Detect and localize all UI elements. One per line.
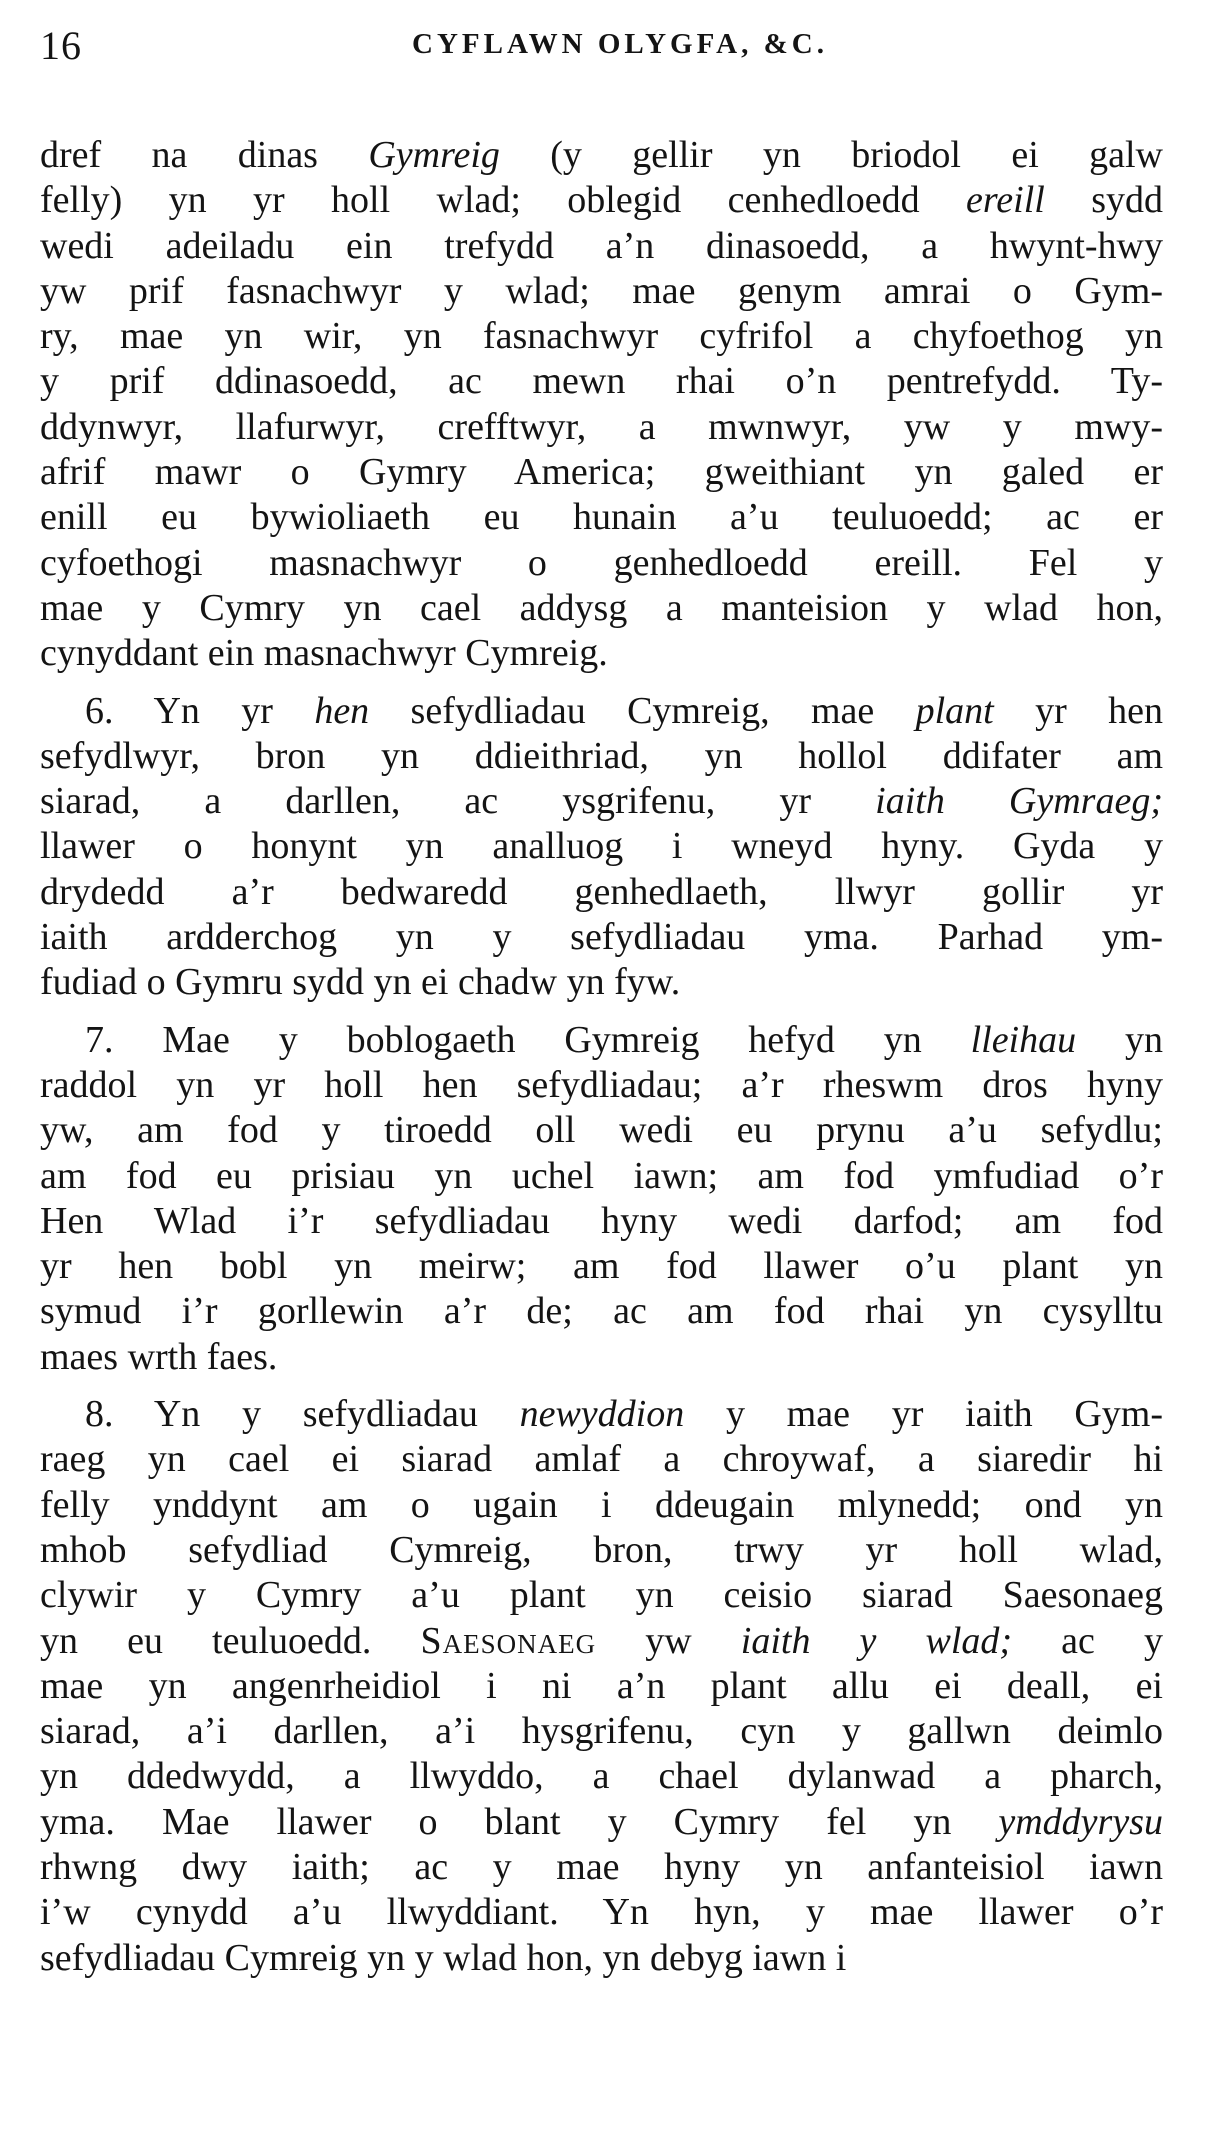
text-line — [40, 734, 1163, 779]
text-line — [40, 541, 1163, 586]
text-line — [40, 1664, 1163, 1709]
text-line — [40, 586, 1163, 631]
italic-text: plant — [915, 689, 994, 732]
italic-text: iaith y wlad; — [740, 1619, 1013, 1662]
running-head — [40, 22, 1160, 72]
text-line — [40, 1335, 1163, 1380]
text-run: sefydlwyr, bron yn ddieithriad, yn hollol ddifater am — [40, 734, 1163, 777]
text-run: yn eu teuluoedd. — [40, 1619, 421, 1662]
small-caps-text: Saesonaeg — [420, 1619, 597, 1662]
text-run: raeg yn cael ei siarad amlaf a chroywaf, a siaredir hi — [40, 1438, 1163, 1481]
text-run: siarad, a darllen, ac ysgrifenu, yr — [40, 780, 876, 823]
text-run: iaith ardderchog yn y sefydliadau yma. Parhad ym- — [40, 916, 1163, 959]
text-run: yma. Mae llawer o blant y Cymry fel yn — [40, 1800, 999, 1843]
text-run: mae yn angenrheidiol i ni a’n plant allu ei deall, ei — [40, 1664, 1163, 1707]
text-run: maes wrth faes. — [40, 1335, 278, 1378]
text-line — [40, 1619, 1163, 1664]
text-line — [40, 269, 1163, 314]
text-run: yn ddedwydd, a llwyddo, a chael dylanwad a pharch, — [40, 1755, 1163, 1798]
text-line — [40, 779, 1163, 824]
text-run: 8. Yn y sefydliadau — [85, 1393, 520, 1436]
text-run: y mae yr iaith Gym- — [684, 1393, 1163, 1436]
text-run: Hen Wlad i’r sefydliadau hyny wedi darfod; am fod — [40, 1199, 1163, 1242]
text-line — [40, 1573, 1163, 1618]
text-run: 6. Yn yr — [85, 689, 315, 732]
text-run: rhwng dwy iaith; ac y mae hyny yn anfanteisiol iawn — [40, 1845, 1163, 1888]
text-line — [40, 689, 1163, 734]
text-run: sefydliadau Cymreig yn y wlad hon, yn debyg iawn i — [40, 1936, 847, 1979]
text-line — [40, 1936, 1163, 1981]
body-text — [40, 133, 1163, 1981]
text-line — [40, 224, 1163, 269]
text-line — [40, 1289, 1163, 1334]
text-line — [40, 1199, 1163, 1244]
text-run: yr hen bobl yn meirw; am fod llawer o’u plant yn — [40, 1245, 1163, 1288]
text-line — [40, 359, 1163, 404]
text-run: yw — [596, 1619, 741, 1662]
paragraph — [40, 133, 1163, 677]
text-line — [40, 1709, 1163, 1754]
text-line — [40, 824, 1163, 869]
text-line — [40, 495, 1163, 540]
text-line — [40, 1483, 1163, 1528]
text-run: mae y Cymry yn cael addysg a manteision y wlad hon, — [40, 586, 1163, 629]
text-run: ddynwyr, llafurwyr, crefftwyr, a mwnwyr, yw y mwy- — [40, 405, 1163, 448]
running-title: CYFLAWN OLYGFA, &C. — [412, 28, 828, 60]
text-run: cyfoethogi masnachwyr o genhedloedd ereill. Fel y — [40, 541, 1163, 584]
text-run: raddol yn yr holl hen sefydliadau; a’r rheswm dros hyny — [40, 1063, 1163, 1106]
italic-text: ymddyrysu — [998, 1800, 1163, 1843]
text-line — [40, 631, 1163, 676]
text-line — [40, 314, 1163, 359]
italic-text: lleihau — [970, 1018, 1077, 1061]
text-line — [40, 133, 1163, 178]
text-run: felly ynddynt am o ugain i ddeugain mlynedd; ond yn — [40, 1483, 1163, 1526]
text-line — [40, 1108, 1163, 1153]
text-line — [40, 1392, 1163, 1437]
italic-text: Gymreig — [368, 134, 500, 176]
text-line — [40, 1845, 1163, 1890]
text-run: enill eu bywioliaeth eu hunain a’u teuluoedd; ac er — [40, 496, 1163, 539]
text-run: yr hen — [993, 689, 1163, 732]
text-run: yn — [1076, 1018, 1163, 1061]
italic-text: hen — [314, 689, 370, 732]
text-line — [40, 1528, 1163, 1573]
text-line — [40, 1154, 1163, 1199]
text-run: clywir y Cymry a’u plant yn ceisio siarad Saesonaeg — [40, 1574, 1163, 1617]
text-run: symud i’r gorllewin a’r de; ac am fod rhai yn cysylltu — [40, 1290, 1163, 1333]
text-line — [40, 450, 1163, 495]
page-number: 16 — [40, 23, 82, 68]
text-line — [40, 178, 1163, 223]
text-run: am fod eu prisiau yn uchel iawn; am fod ymfudiad o’r — [40, 1154, 1163, 1197]
text-run: ac y — [1012, 1619, 1163, 1662]
text-run: siarad, a’i darllen, a’i hysgrifenu, cyn y gallwn deimlo — [40, 1710, 1163, 1753]
italic-text: newyddion — [519, 1393, 685, 1436]
text-run: (y gellir yn briodol ei galw — [499, 134, 1163, 176]
text-run: cynyddant ein masnachwyr Cymreig. — [40, 632, 608, 675]
text-line — [40, 1800, 1163, 1845]
text-run: ry, mae yn wir, yn fasnachwyr cyfrifol a chyfoethog yn — [40, 315, 1163, 358]
text-run: mhob sefydliad Cymreig, bron, trwy yr holl wlad, — [40, 1528, 1163, 1571]
text-line — [40, 915, 1163, 960]
text-run: sydd — [1044, 179, 1163, 222]
text-run: y prif ddinasoedd, ac mewn rhai o’n pentrefydd. Ty- — [40, 360, 1163, 403]
text-run: fudiad o Gymru sydd yn ei chadw yn fyw. — [40, 961, 681, 1004]
paragraph — [40, 689, 1163, 1006]
text-run: yw, am fod y tiroedd oll wedi eu prynu a’u sefydlu; — [40, 1109, 1163, 1152]
italic-text: ereill — [966, 179, 1045, 222]
text-line — [40, 960, 1163, 1005]
text-run: yw prif fasnachwyr y wlad; mae genym amrai o Gym- — [40, 269, 1163, 312]
text-line — [40, 1437, 1163, 1482]
text-run: dref na dinas — [40, 134, 369, 176]
paragraph — [40, 1392, 1163, 1981]
text-line — [40, 1018, 1163, 1063]
text-run: sefydliadau Cymreig, mae — [369, 689, 916, 732]
text-line — [40, 870, 1163, 915]
text-run: afrif mawr o Gymry America; gweithiant yn galed er — [40, 451, 1163, 494]
text-line — [40, 1890, 1163, 1935]
text-line — [40, 1754, 1163, 1799]
text-line — [40, 1244, 1163, 1289]
text-run: 7. Mae y boblogaeth Gymreig hefyd yn — [85, 1018, 971, 1061]
italic-text: iaith Gymraeg; — [875, 780, 1163, 823]
text-line — [40, 1063, 1163, 1108]
text-run: i’w cynydd a’u llwyddiant. Yn hyn, y mae llawer o’r — [40, 1891, 1163, 1934]
text-run: drydedd a’r bedwaredd genhedlaeth, llwyr gollir yr — [40, 870, 1163, 913]
text-run: llawer o honynt yn analluog i wneyd hyny. Gyda y — [40, 825, 1163, 868]
paragraph — [40, 1018, 1163, 1380]
text-run: felly) yn yr holl wlad; oblegid cenhedloedd — [40, 179, 967, 222]
text-run: wedi adeiladu ein trefydd a’n dinasoedd, a hwynt-hwy — [40, 224, 1163, 267]
text-line — [40, 405, 1163, 450]
